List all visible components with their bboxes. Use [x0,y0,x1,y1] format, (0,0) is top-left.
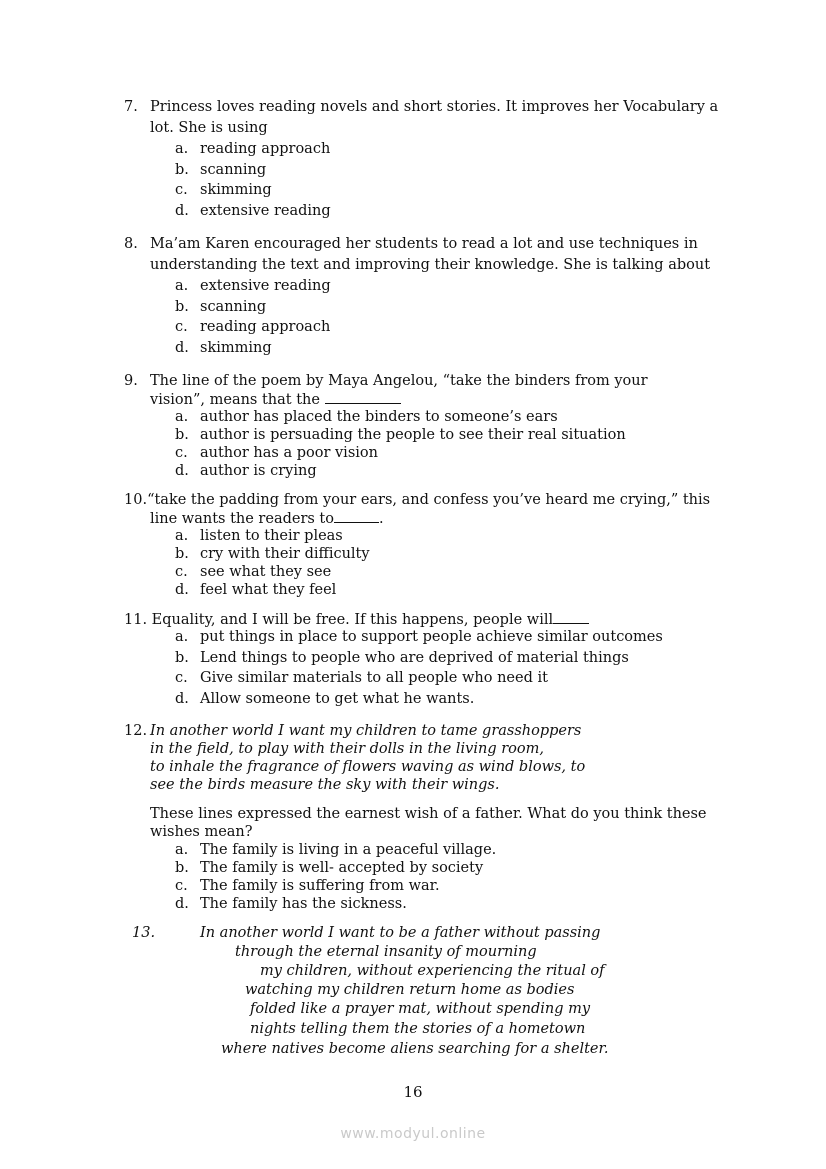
question-13-poem-line-6: nights telling them the stories of a hometown [250,1021,586,1037]
question-9-option-d: d. author is crying [175,463,317,479]
question-12-prompt-line-1: These lines expressed the earnest wish of a father. What do you think these [150,806,707,822]
question-12-option-b: b. The family is well- accepted by society [175,860,484,876]
question-9-line-2: vision”, means that the [150,391,401,408]
question-10-option-c: c. see what they see [175,564,332,580]
question-11-option-d: d. Allow someone to get what he wants. [175,691,475,707]
question-8-line-1: 8. Ma’am Karen encouraged her students to read a lot and use techniques in [124,236,698,252]
question-9-line-1: 9. The line of the poem by Maya Angelou, “take the binders from your [124,373,648,389]
question-11-line-1: 11. Equality, and I will be free. If this happens, people will [124,611,589,628]
question-13-number: 13. [132,925,156,941]
question-7-option-d: d. extensive reading [175,203,331,219]
question-12-poem-line-4: see the birds measure the sky with their wings. [150,777,500,793]
question-13-poem-line-2: through the eternal insanity of mourning [235,944,537,960]
question-11-option-a: a. put things in place to support people achieve similar outcomes [175,629,663,645]
question-8-line-2: understanding the text and improving their knowledge. She is talking about [150,257,711,273]
question-12-poem-line-3: to inhale the fragrance of flowers waving as wind blows, to [150,759,586,775]
question-7-option-c: c. skimming [175,182,272,198]
question-13-poem-line-1: In another world I want to be a father without passing [200,925,601,941]
question-8-option-a: a. extensive reading [175,278,331,294]
question-10-line-1: 10.“take the padding from your ears, and confess you’ve heard me crying,” this [124,492,711,508]
question-7-line-1: 7. Princess loves reading novels and short stories. It improves her Vocabulary a [124,99,719,115]
question-7-line-2: lot. She is using [150,120,268,136]
question-10-line-2: line wants the readers to . [150,511,384,527]
page-number: 16 [403,1083,423,1101]
question-12-option-d: d. The family has the sickness. [175,896,407,912]
question-7-option-a: a. reading approach [175,141,331,157]
answer-blank [334,510,379,523]
answer-blank [553,611,589,624]
question-7-option-b: b. scanning [175,162,267,178]
question-12-poem-line-2: in the field, to play with their dolls in the living room, [150,741,544,757]
question-10-option-a: a. listen to their pleas [175,528,343,544]
question-11-option-b: b. Lend things to people who are deprived of material things [175,650,629,666]
question-9-option-b: b. author is persuading the people to see their real situation [175,427,626,443]
question-13-poem-line-4: watching my children return home as bodies [245,982,575,998]
question-12-prompt-line-2: wishes mean? [150,824,253,840]
question-9-option-a: a. author has placed the binders to someone’s ears [175,409,558,425]
watermark: www.modyul.online [340,1126,486,1142]
question-13-poem-line-5: folded like a prayer mat, without spending my [250,1001,591,1017]
question-12-option-a: a. The family is living in a peaceful village. [175,842,497,858]
question-8-option-d: d. skimming [175,340,272,356]
question-12-option-c: c. The family is suffering from war. [175,878,440,894]
question-8-option-b: b. scanning [175,299,267,315]
question-11-option-c: c. Give similar materials to all people who need it [175,670,548,686]
question-8-option-c: c. reading approach [175,319,331,335]
question-13-poem-line-7: where natives become aliens searching for a shelter. [221,1041,609,1057]
question-9-option-c: c. author has a poor vision [175,445,378,461]
question-10-option-d: d. feel what they feel [175,582,337,598]
question-12-line-1: 12. In another world I want my children to tame grasshoppers [124,723,582,739]
question-13-poem-line-3: my children, without experiencing the ritual of [260,963,605,979]
question-10-option-b: b. cry with their difficulty [175,546,370,562]
answer-blank [325,391,401,404]
